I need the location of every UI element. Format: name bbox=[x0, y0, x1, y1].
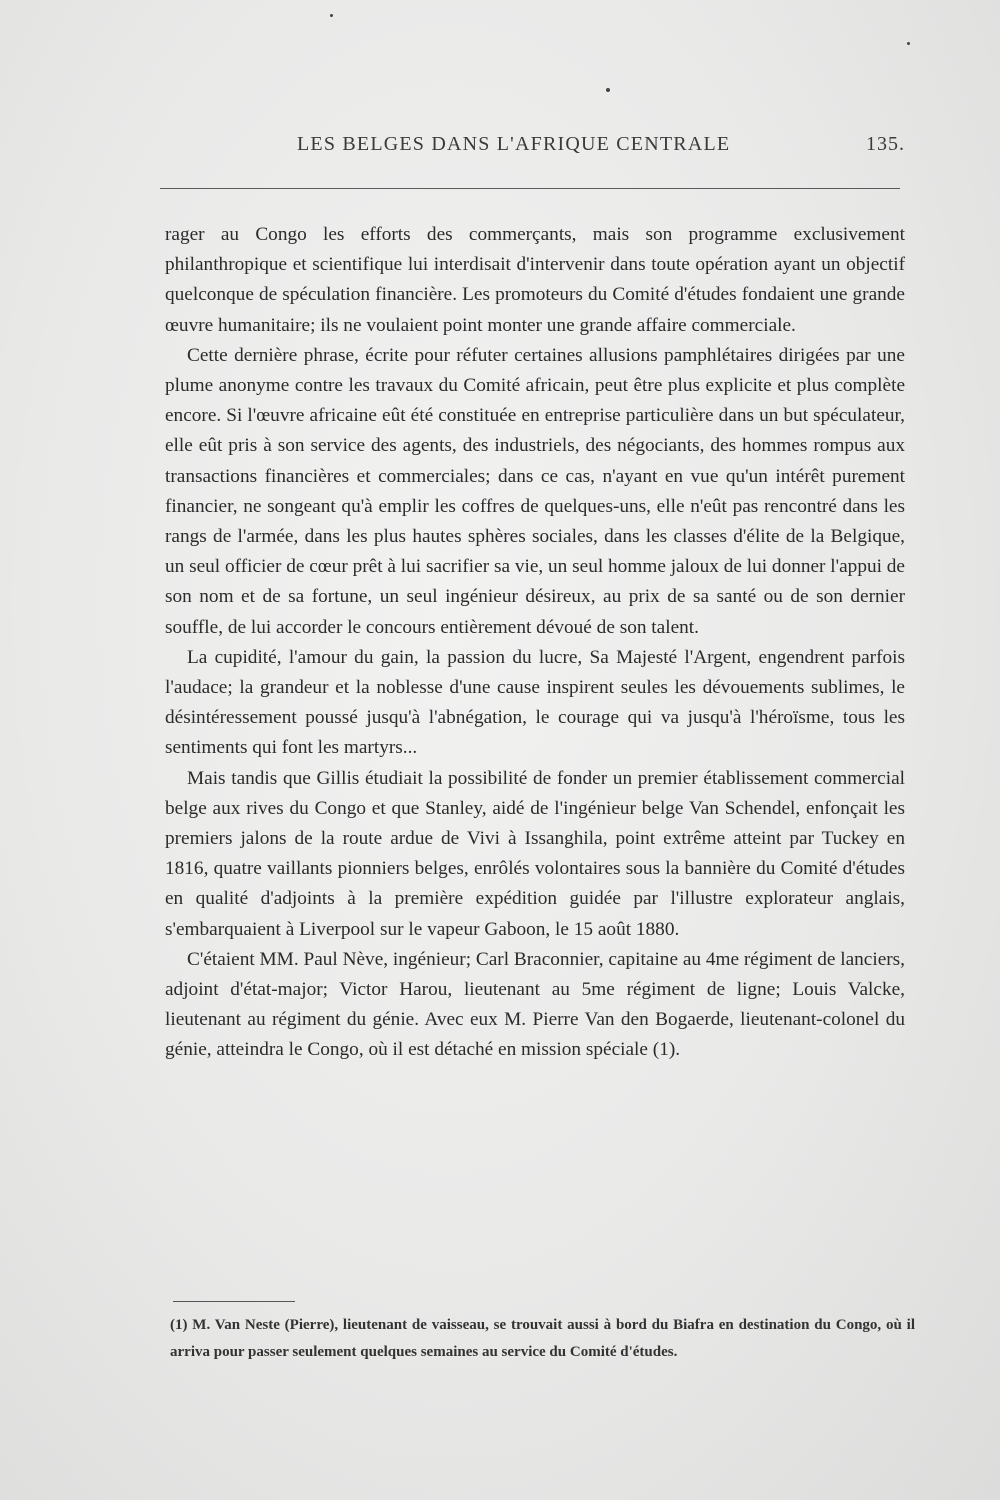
paragraph-3: La cupidité, l'amour du gain, la passion du lucre, Sa Majesté l'Argent, engendrent parfois l'audace; la grandeur et la noblesse d'une cause inspirent seules les dévouements sublimes, le désintéressement poussé jusqu'à l'abnégation, le courage qui va jusqu'à l'héroïsme, tous les sentiments qui font les martyrs... bbox=[165, 646, 905, 759]
header-rule bbox=[160, 188, 900, 189]
paragraph-5: C'étaient MM. Paul Nève, ingénieur; Carl Braconnier, capitaine au 4me régiment de lanciers, adjoint d'état-major; Victor Harou, lieutenant au 5me régiment de ligne; Louis Valcke, lieutenant au régiment du génie. Avec eux M. Pierre Van den Bogaerde, lieutenant-colonel du génie, atteindra le Congo, où il est détaché en mission spéciale (1). bbox=[165, 948, 906, 1061]
speck bbox=[330, 14, 333, 17]
footnote bbox=[170, 1312, 915, 1366]
footnote-rule bbox=[173, 1301, 295, 1302]
footnote-text: (1) M. Van Neste (Pierre), lieutenant de vaisseau, se trouvait aussi à bord du Biafra en destination du Congo, où il arriva pour passer seulement quelques semaines au service du Comité d'études. bbox=[170, 1317, 915, 1360]
speck bbox=[907, 42, 910, 45]
running-title: LES BELGES DANS L'AFRIQUE CENTRALE bbox=[297, 133, 731, 155]
body-text bbox=[165, 220, 905, 1066]
page-number: 135. bbox=[866, 133, 905, 155]
paragraph-4: Mais tandis que Gillis étudiait la possibilité de fonder un premier établissement commercial belge aux rives du Congo et que Stanley, aidé de l'ingénieur belge Van Schendel, enfonçait les premiers jalons de la route ardue de Vivi à Issanghila, point extrême atteint par Tuckey en 1816, quatre vaillants pionniers belges, enrôlés volontaires sous la bannière du Comité d'études en qualité d'adjoints à la première expédition guidée par l'illustre explorateur anglais, s'embarquaient à Liverpool sur le vapeur Gaboon, le 15 août 1880. bbox=[165, 767, 905, 940]
paragraph-1: rager au Congo les efforts des commerçants, mais son programme exclusivement philanthropique et scientifique lui interdisait d'intervenir dans toute opération ayant un objectif quelconque de spéculation financière. Les promoteurs du Comité d'études fondaient une grande œuvre humanitaire; ils ne voulaient point monter une grande affaire commerciale. bbox=[165, 224, 905, 336]
paragraph-2: Cette dernière phrase, écrite pour réfuter certaines allusions pamphlétaires dirigées par une plume anonyme contre les travaux du Comité africain, peut être plus explicite et plus complète encore. Si l'œuvre africaine eût été constituée en entreprise particulière dans un but spéculateur, elle eût pris à son service des agents, des industriels, des négociants, des hommes rompus aux transactions financières et commerciales; dans ce cas, n'ayant en vue qu'un intérêt purement financier, ne songeant qu'à emplir les coffres de quelques-uns, elle n'eût pas rencontré dans les rangs de l'armée, dans les plus hautes sphères sociales, dans les classes d'élite de la Belgique, un seul officier de cœur prêt à lui sacrifier sa vie, un seul homme jaloux de lui donner l'appui de son nom et de sa fortune, un seul ingénieur désireux, au prix de sa santé ou de son dernier souffle, de lui accorder le concours entièrement dévoué de son talent. bbox=[165, 344, 905, 638]
page-header bbox=[160, 133, 905, 163]
speck bbox=[606, 88, 610, 92]
